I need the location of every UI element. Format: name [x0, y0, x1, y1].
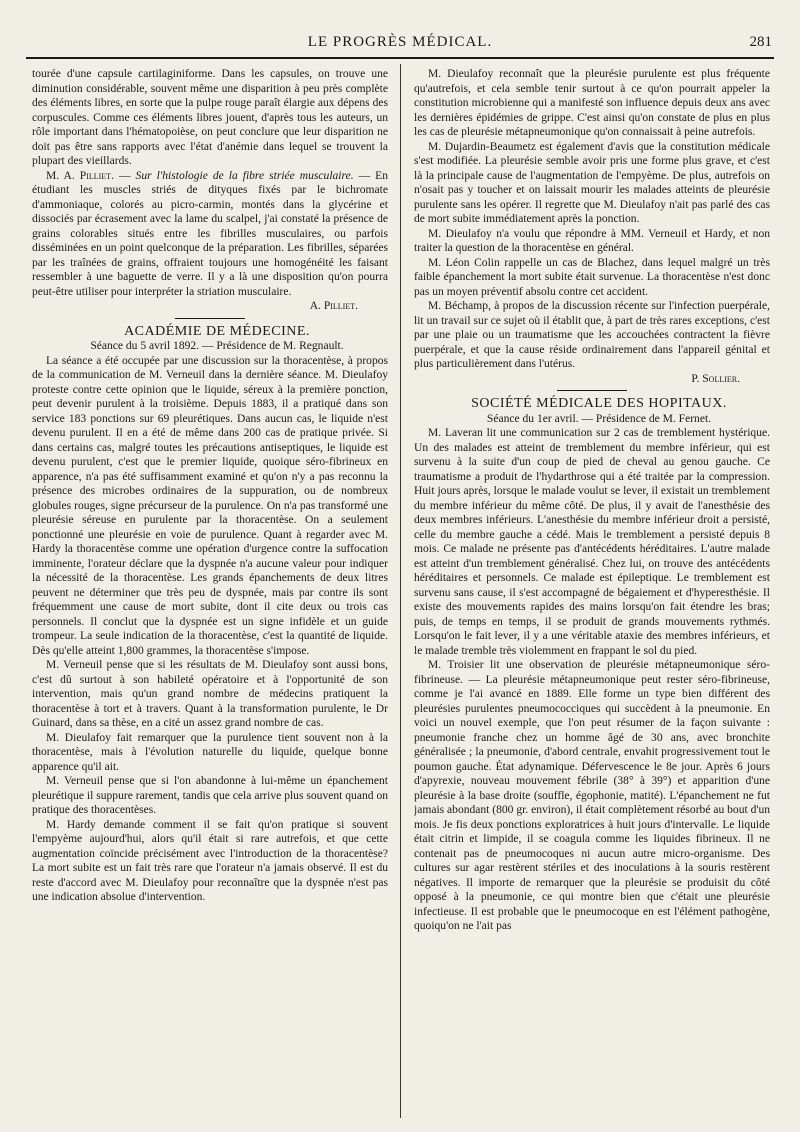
paragraph: M. Léon Colin rappelle un cas de Blachez, dans lequel malgré un très faible épanchement la mort subite était survenue. La thoracentèse n'est donc pas un moyen préventif absolu contre cet accident. — [414, 256, 770, 298]
page-number: 281 — [749, 34, 772, 50]
paragraph-text: — En étudiant les muscles striés de dityques fixés par le bichromate d'ammoniaque, colorés au picro-carmin, montés dans la glycérine et dissociés par écrasement avec la lame du scalpel, j'ai constaté la présence de grains colorables situés entre les fibrilles musculaires, ou parfois disséminées en un point quelconque de la préparation. Les fibrilles, séparées par les traînées de grains, offraient toujours une homogénéité les faisant ressembler à une baguette de verre. Il y a là une disposition qu'on pourra peut-être utiliser pour interpréter la striation musculaire. — [32, 169, 388, 298]
paragraph: M. Hardy demande comment il se fait qu'on pratique si souvent l'empyème aujourd'hui, alors qu'il était si rare autrefois, et que cette augmentation coïncide précisément avec l'introduction de la thoracentèse? La mort subite est un fait très rare que l'orateur n'a jamais observé. Il est du reste d'accord avec M. Dieulafoy pour reconnaître que la dyspnée n'est pas une indication absolue d'intervention. — [32, 818, 388, 903]
right-column — [414, 67, 770, 1118]
paragraph: M. Laveran lit une communication sur 2 cas de tremblement hystérique. Un des malades est atteint de tremblement du membre inférieur, qui est survenu à la suite d'un coup de pied de cheval au genou gauche. Ce traumatisme a produit de l'hydarthrose qui a été traitée par la compression. Huit jours après, lorsque le malade voulut se lever, il existait un tremblement du membre inférieur du même côté. De plus, il y avait de l'anesthésie des deux membres inférieurs. L'anesthésie du membre inférieur droit a persisté, celle du membre gauche a cédé. Mais le tremblement a persisté depuis 8 mois. Ce malade ne présente pas d'antécédents héréditaires. L'autre malade est atteint d'un tremblement généralisé. Chez lui, on trouve des antécédents héréditaires et personnels. Ce malade est épileptique. Le tremblement est survenu sans cause, il s'est accompagné de bégaiement et d'hyperesthésie. Il existe des mouvements rapides des mains lorsqu'on fait étendre les bras; puis, de temps en temps, il se produit de grands mouvements rythmés. Lorsqu'on le fait lever, il y a une véritable ataxie des membres inférieurs, et le malade tremble très violemment en frappant le sol du pied. — [414, 427, 770, 657]
paragraph: M. Béchamp, à propos de la discussion récente sur l'infection puerpérale, lit un travail sur ce sujet où il établit que, à part de très rares exceptions, c'est par une plaie ou un traumatisme que les accouchées contractent la fièvre puerpérale, et que la cause réside ordinairement dans l'appareil génital et plus particulièrement dans l'utérus. — [414, 300, 770, 370]
header-rule — [26, 57, 774, 59]
session-line: Séance du 5 avril 1892. — Présidence de M. Regnault. — [90, 340, 344, 352]
section-rule — [557, 390, 627, 391]
journal-title: LE PROGRÈS MÉDICAL. — [307, 34, 493, 50]
paragraph: M. Troisier lit une observation de pleurésie métapneumonique séro-fibrineuse. — La pleurésie métapneumonique peut rester séro-fibrineuse, comme je l'ai avancé en 1889. Elle forme un type bien différent des pleurésies purulentes pneumococciques qui succèdent à la pneumonie. En voici un nouvel exemple, que l'on peut résumer de la façon suivante : pneumonie franche chez un homme âgé de 30 ans, avec bronchite généralisée ; la pneumonie, d'abord centrale, envahit progressivement tout le poumon gauche. État adynamique. Défervescence le 8e jour. Après 6 jours d'apyrexie, nouveau mouvement fébrile (38° à 39°) et apparition d'une pleurésie à la base droite (souffle, égophonie, matité). L'épanchement ne fut jamais abondant (800 gr. environ), il était complètement résorbé au bout d'un mois. Je fis deux ponctions exploratrices à huit jours d'intervalle. Le liquide était citrin et limpide, il se coagula comme les liquides fibrineux. Il ne contenait pas de pneumocoques ni aucun autre micro-organisme. Des cultures sur agar restèrent stériles et des inoculations à la souris restèrent négatives. Il importe de remarquer que la pleurésie se produisit du côté opposé à la pneumonie, ce qui montre bien que c'était une pleurésie infectieuse. Il est probable que le pneumocoque en est l'élément pathogène, quoiqu'on ne l'ait pas — [414, 659, 770, 932]
paragraph: M. Verneuil pense que si l'on abandonne à lui-même un épanchement pleurétique il suppure rarement, tandis que cela arrive plus souvent quand on pratique des thoracentèses. — [32, 775, 388, 816]
session-line: Séance du 1er avril. — Présidence de M. Fernet. — [486, 412, 712, 425]
paragraph: M. Dujardin-Beaumetz est également d'avis que la constitution médicale s'est modifiée. La pleurésie semble avoir pris une forme plus grave, et c'est là la principale cause de l'augmentation de l'empyème. De plus, autrefois on n'osait pas y toucher et on laissait mourir les malades atteints de pleurésie purulente sans les opérer. Il regrette que M. Dieulafoy n'ait pas parlé des cas de mort subite immédiatement après la ponction. — [414, 140, 770, 225]
column-divider — [400, 64, 401, 1118]
signature: P. Sollier. — [691, 372, 740, 385]
paragraph: M. Dieulafoy n'a voulu que répondre à MM. Verneuil et Hardy, et non traiter la question de la thoracentèse en général. — [414, 227, 770, 254]
left-column — [32, 67, 388, 1118]
paragraph: M. A. Pilliet. — Sur l'histologie de la fibre striée musculaire. — En étudiant les muscles striés de dityques fixés par le bichromate d'ammoniaque, colorés au picro-carmin, montés dans la glycérine et dissociés par écrasement avec la lame du scalpel, j'ai constaté la présence de grains colorables situés entre les fibrilles musculaires, ou parfois disséminées en un point quelconque de la préparation. Les fibrilles, séparées par les traînées de grains, offraient toujours une homogénéité les faisant ressembler à une baguette de verre. Il y a là une disposition qu'on pourra peut-être utiliser pour interpréter la striation musculaire. — [32, 169, 388, 298]
paragraph: La séance a été occupée par une discussion sur la thoracentèse, à propos de la communication de M. Verneuil dans la dernière séance. M. Dieulafoy proteste contre cette opinion que le liquide, séreux à la première ponction, peut devenir purulent à la troisième. Depuis 1883, il a pratiqué dans son service 183 ponctions sur 69 pleurétiques. Dans aucun cas, le liquide n'est devenu purulent. Il en a été de même dans 200 cas de pratique privée. Si dans certains cas, malgré toutes les précautions antiseptiques, le liquide est devenu purulent, c'est que le premier liquide, quoique séro-fibrineux en apparence, n'a pas été suffisamment examiné et qu'on n'y a pas reconnu la présence des microbes ordinaires de la suppuration, ou de nombreux globules rouges, signe précurseur de la purulence. On n'a pas transformé une pleurésie séreuse en purulente par la thoracentèse. On a seulement ponctionné une pleurésie en voie de purulence. Quant à regarder avec M. Hardy la thoracentèse comme une opération d'urgence contre la suffocation imminente, l'orateur déclare que la dyspnée n'a aucune valeur pour indiquer la nécessité de la thoracentèse. Les grands épanchements de deux litres peuvent ne déterminer que très peu de dyspnée, mais par contre ils sont fréquemment une cause de mort subite, dont il cite deux ou trois cas personnels. Il conclut que la dyspnée est un signe infidèle et un guide trompeur. La seule indication de la thoracentèse, c'est la quantité de liquide. Dès qu'elle atteint 1,800 grammes, la thoracentèse s'impose. — [32, 354, 388, 657]
paragraph: M. Verneuil pense que si les résultats de M. Dieulafoy sont aussi bons, c'est dû surtout à son habileté opératoire et à l'opportunité de son intervention, mais qu'un grand nombre de médecins pratiquent la thoracentèse à tort et à travers. Quant à la transformation purulente, le Dr Guinard, dans sa thèse, en a cité un assez grand nombre de cas. — [32, 659, 388, 729]
paragraph: M. Dieulafoy reconnaît que la pleurésie purulente est plus fréquente qu'autrefois, et cela semble tenir surtout à ce qu'on pourrait appeler la constitution microbienne qui a manifesté son influence depuis deux ans avec les dernières épidémies de grippe. C'est ainsi qu'on constate de plus en plus les cas de pleurésie métapneumonique qu'on connaissait à peine autrefois. — [414, 68, 770, 138]
paragraph: M. Dieulafoy fait remarquer que la purulence tient souvent non à la thoracentèse, mais à l'évolution naturelle du liquide, quelque bonne apparence qu'il ait. — [32, 731, 388, 773]
author-name: M. A. Pilliet. — [46, 169, 114, 182]
section-title: SOCIÉTÉ MÉDICALE DES HOPITAUX. — [471, 396, 727, 411]
section-title: ACADÉMIE DE MÉDECINE. — [124, 323, 310, 339]
section-rule — [175, 318, 245, 319]
communication-title: Sur l'histologie de la fibre striée musculaire. — [135, 169, 354, 182]
paragraph: tourée d'une capsule cartilaginiforme. Dans les capsules, on trouve une diminution considérable, souvent même une disparition à peu près complète des éléments libres, en sorte que la pulpe rouge paraît élargie aux dépens des corpuscules. Comme ces éléments libres jouent, d'après tous les auteurs, un rôle important dans l'hématopoièse, on peut conclure que leur disparition ne doit pas être sans rapports avec l'état d'anémie dans lequel se trouvent la plupart des vieillards. — [32, 68, 388, 167]
signature: A. Pilliet. — [309, 300, 358, 312]
